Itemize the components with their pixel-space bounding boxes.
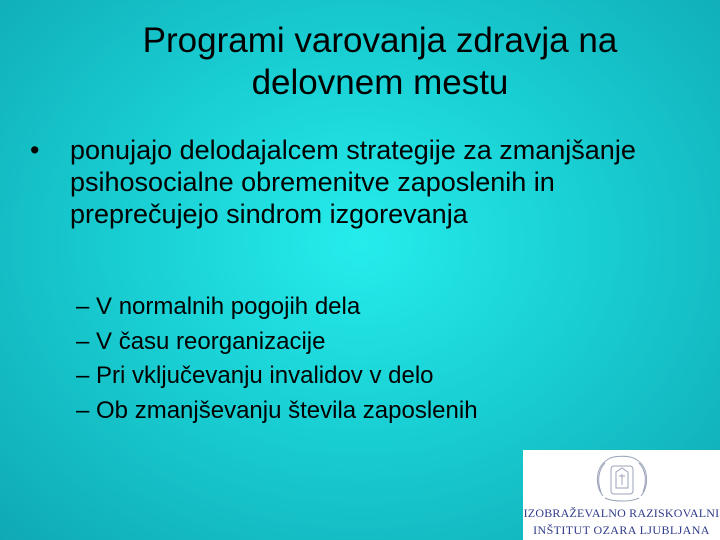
institute-logo [523,450,720,540]
seal-emblem-icon [591,452,653,506]
bullet-icon: • [30,135,40,165]
title-line-2: delovnem mestu [251,63,509,102]
main-bullet [30,134,670,230]
slide-title [40,20,720,104]
sub-bullet-list [76,290,676,428]
sub-bullet-item: – Ob zmanjševanju števila zaposlenih [76,396,478,424]
title-line-1: Programi varovanja zdravja na [142,21,618,60]
sub-bullet-item: – V času reorganizacije [76,327,326,355]
sub-bullet-item: – V normalnih pogojih dela [76,293,361,320]
logo-line-2: INŠTITUT OZARA LJUBLJANA [533,523,710,537]
logo-line-1: IZOBRAŽEVALNO RAZISKOVALNI [523,506,720,520]
sub-bullet-item: – Pri vključevanju invalidov v delo [76,362,434,389]
main-bullet-text: ponujajo delodajalcem strategije za zmanjšanje psihosocialne obremenitve zaposlenih in preprečujejo sindrom izgorevanja [70,135,636,229]
